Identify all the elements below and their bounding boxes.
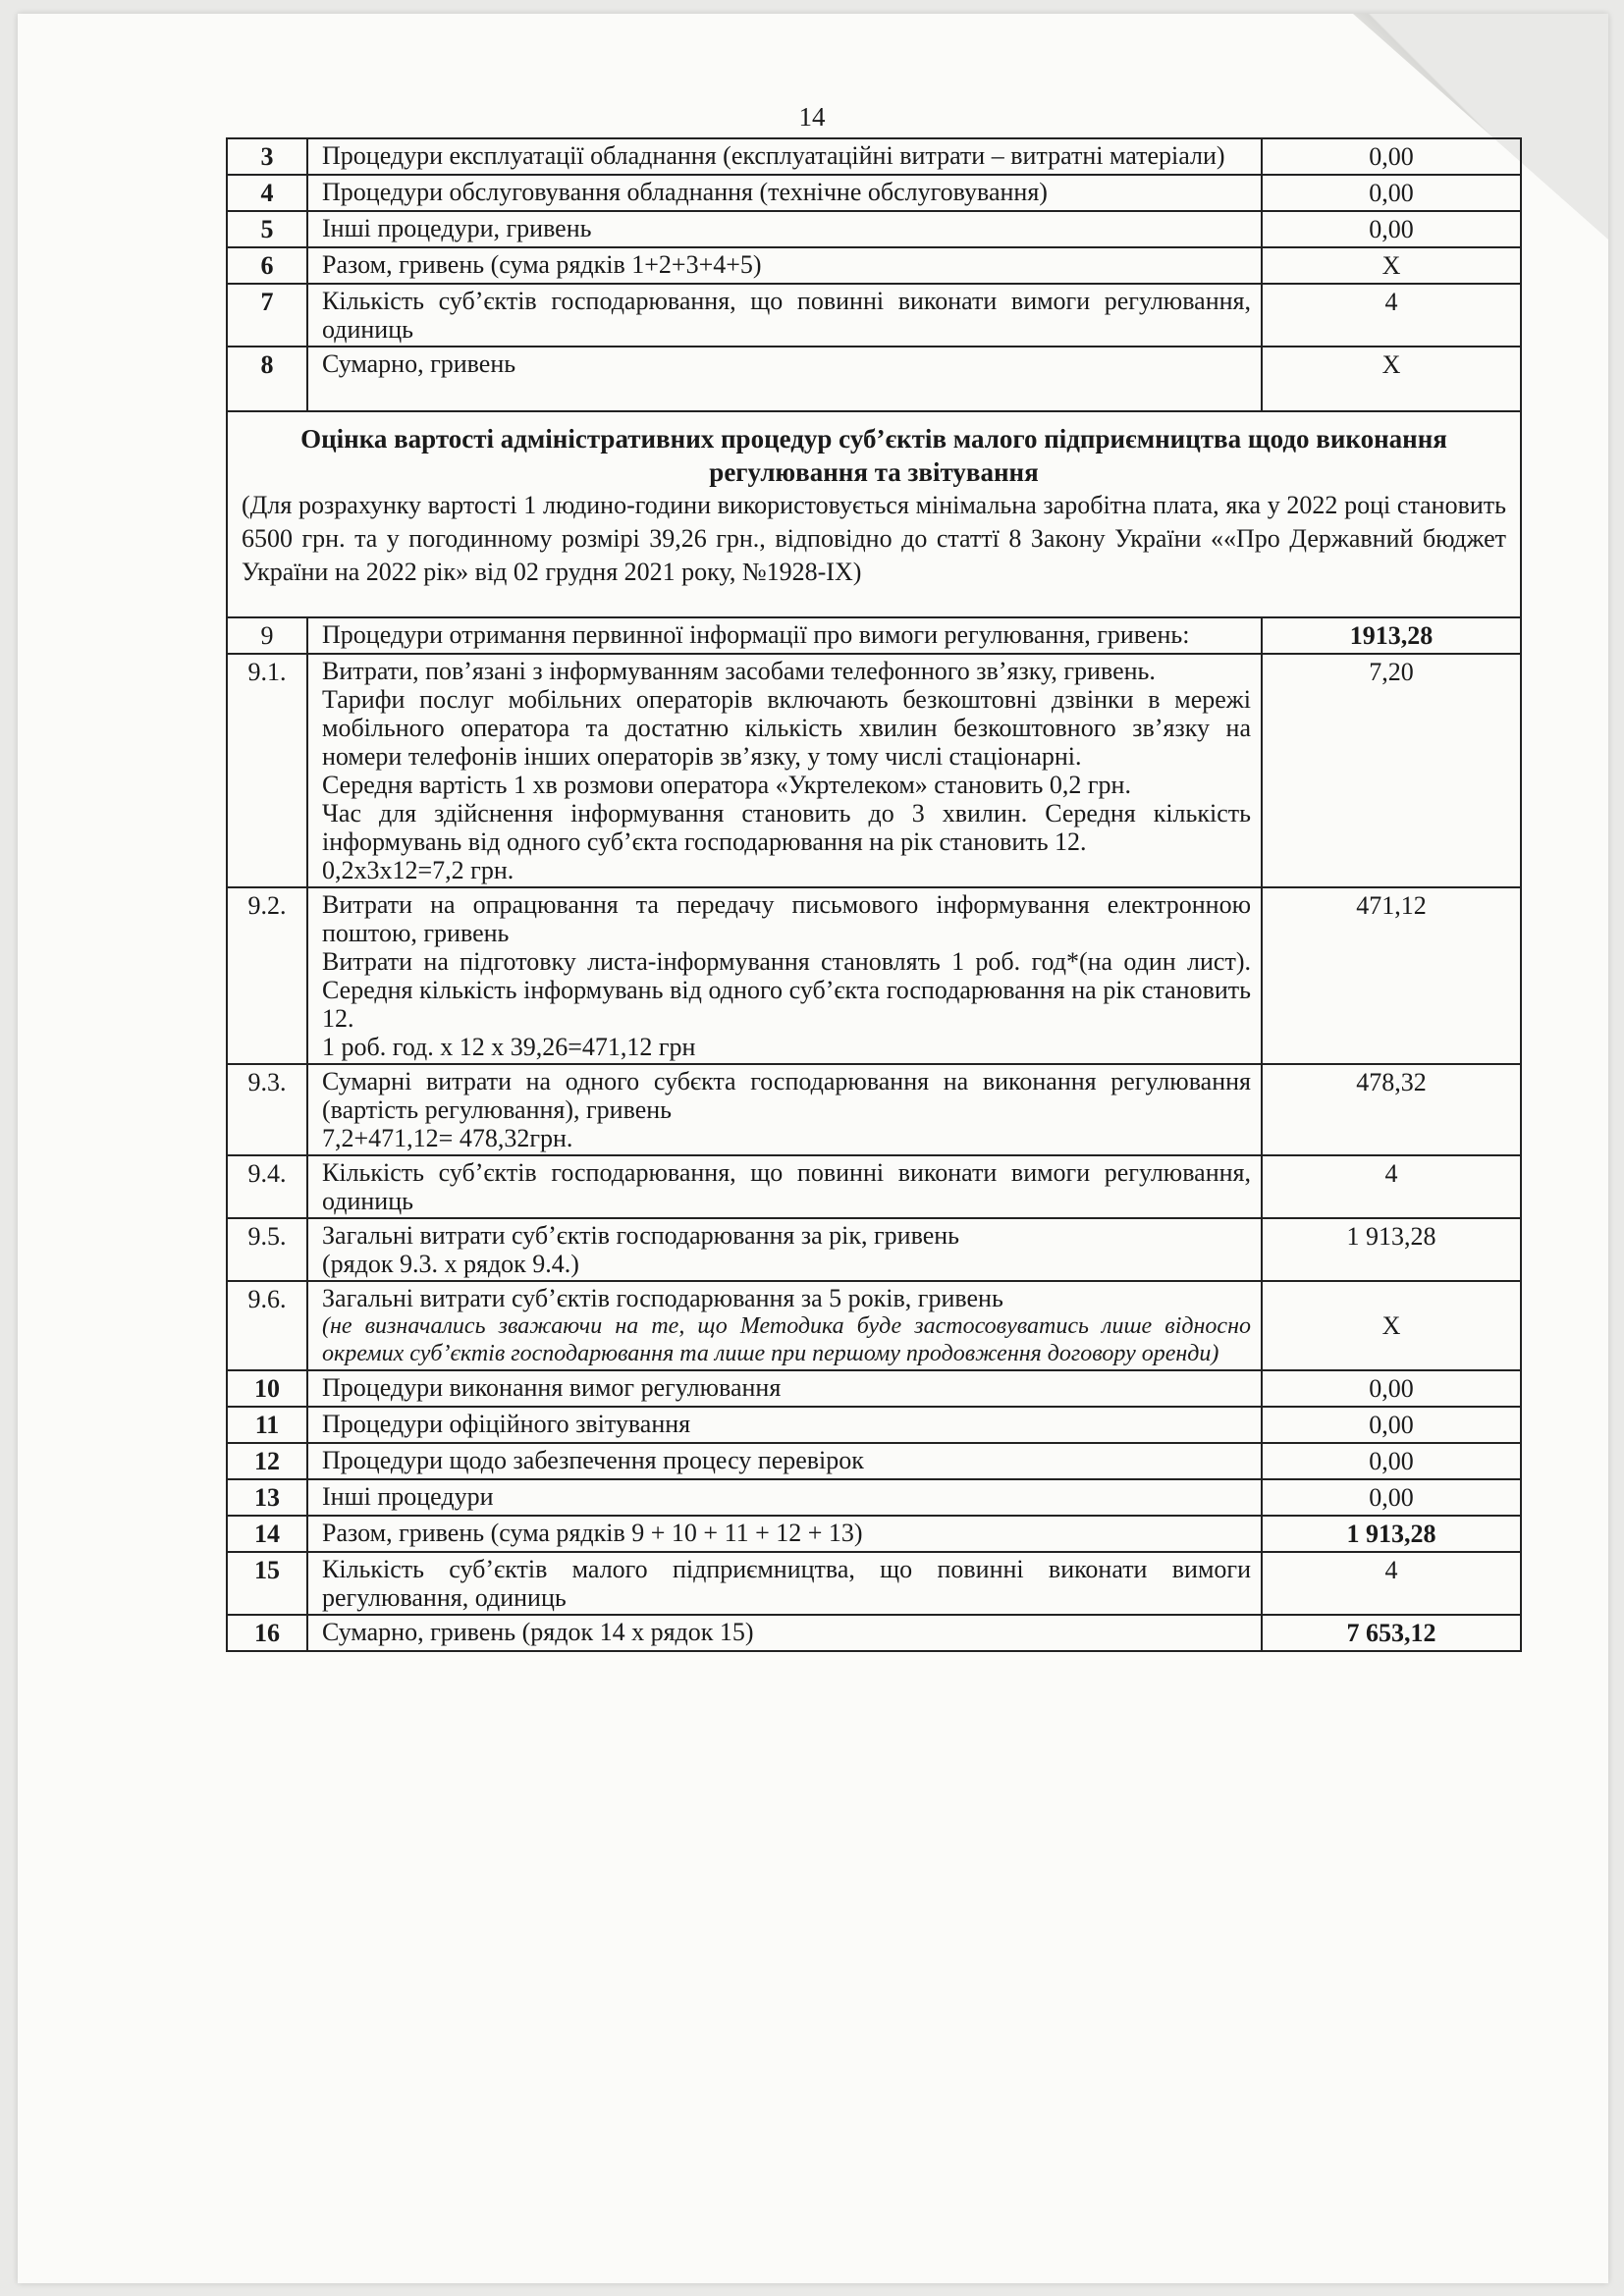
row-number: 9.4. xyxy=(227,1155,307,1218)
row-number: 5 xyxy=(227,211,307,247)
row-description: Кількість суб’єктів малого підприємництва, що повинні виконати вимоги регулювання, одиниць xyxy=(307,1552,1262,1615)
row-value: Х xyxy=(1262,347,1521,411)
row-value: 471,12 xyxy=(1262,887,1521,1064)
row-description: Процедури офіційного звітування xyxy=(307,1407,1262,1443)
row-number: 14 xyxy=(227,1516,307,1552)
row-line: Середня вартість 1 хв розмови оператора «Укртелеком» становить 0,2 грн. xyxy=(322,771,1131,799)
table-row xyxy=(227,1516,1521,1552)
row-line: Загальні витрати суб’єктів господарювання за 5 років, гривень xyxy=(322,1284,1003,1312)
row-line: (рядок 9.3. х рядок 9.4.) xyxy=(322,1250,579,1278)
row-description xyxy=(307,1064,1262,1155)
row-description: Інші процедури, гривень xyxy=(307,211,1262,247)
row-number: 7 xyxy=(227,284,307,347)
row-number: 13 xyxy=(227,1479,307,1516)
row-line: 1 роб. год. х 12 х 39,26=471,12 грн xyxy=(322,1033,696,1061)
row-value: 0,00 xyxy=(1262,138,1521,175)
row-description: Процедури експлуатації обладнання (експлуатаційні витрати – витратні матеріали) xyxy=(307,138,1262,175)
row-value: Х xyxy=(1262,247,1521,284)
row-line: Витрати, пов’язані з інформуванням засобами телефонного зв’язку, гривень. xyxy=(322,657,1156,685)
row-value: 4 xyxy=(1262,284,1521,347)
row-description xyxy=(307,654,1262,887)
row-line: Сумарні витрати на одного субєкта господарювання на виконання регулювання (вартість регулювання), гривень xyxy=(322,1067,1251,1124)
section-header xyxy=(227,411,1521,617)
table-row xyxy=(227,1281,1521,1370)
table-row xyxy=(227,1615,1521,1651)
table-row xyxy=(227,617,1521,654)
row-line: 0,2х3х12=7,2 грн. xyxy=(322,856,514,884)
row-description: Разом, гривень (сума рядків 9 + 10 + 11 + 12 + 13) xyxy=(307,1516,1262,1552)
row-value: 0,00 xyxy=(1262,1479,1521,1516)
section-title: Оцінка вартості адміністративних процедур суб’єктів малого підприємництва щодо виконання регулювання та звітування xyxy=(300,424,1447,487)
row-description xyxy=(307,1218,1262,1281)
row-line: Витрати на підготовку листа-інформування становлять 1 роб. год*(на один лист). Середня кількість інформувань від одного суб’єкта господарювання на рік становить 12. xyxy=(322,947,1251,1033)
row-value: 0,00 xyxy=(1262,1370,1521,1407)
row-number: 9.2. xyxy=(227,887,307,1064)
row-description: Інші процедури xyxy=(307,1479,1262,1516)
row-description: Процедури обслуговування обладнання (технічне обслуговування) xyxy=(307,175,1262,211)
table-row xyxy=(227,284,1521,347)
table-row xyxy=(227,347,1521,411)
row-number: 9.3. xyxy=(227,1064,307,1155)
row-number: 12 xyxy=(227,1443,307,1479)
table-row xyxy=(227,1552,1521,1615)
row-line: 7,2+471,12= 478,32грн. xyxy=(322,1124,573,1152)
table-row xyxy=(227,138,1521,175)
table-row xyxy=(227,887,1521,1064)
table-row xyxy=(227,1443,1521,1479)
row-number: 8 xyxy=(227,347,307,411)
cost-table xyxy=(226,137,1522,1652)
section-header-row xyxy=(227,411,1521,617)
row-note: (не визначались зважаючи на те, що Методика буде застосовуватись лише відносно окремих суб’єктів господарювання та лише при першому продовження договору оренди) xyxy=(322,1313,1251,1366)
table-row xyxy=(227,1155,1521,1218)
row-description: Разом, гривень (сума рядків 1+2+3+4+5) xyxy=(307,247,1262,284)
row-value: 4 xyxy=(1262,1552,1521,1615)
row-value: 1 913,28 xyxy=(1262,1516,1521,1552)
row-value: 7 653,12 xyxy=(1262,1615,1521,1651)
row-line: Загальні витрати суб’єктів господарювання за рік, гривень xyxy=(322,1221,960,1250)
table-row xyxy=(227,247,1521,284)
row-description: Процедури виконання вимог регулювання xyxy=(307,1370,1262,1407)
table-row xyxy=(227,211,1521,247)
row-value: Х xyxy=(1262,1281,1521,1370)
row-number: 9.1. xyxy=(227,654,307,887)
row-description: Процедури отримання первинної інформації про вимоги регулювання, гривень: xyxy=(307,617,1262,654)
row-number: 6 xyxy=(227,247,307,284)
table-row xyxy=(227,1064,1521,1155)
table-row xyxy=(227,654,1521,887)
row-description xyxy=(307,887,1262,1064)
row-value: 0,00 xyxy=(1262,1443,1521,1479)
row-value: 1913,28 xyxy=(1262,617,1521,654)
row-description: Кількість суб’єктів господарювання, що повинні виконати вимоги регулювання, одиниць xyxy=(307,284,1262,347)
table-row xyxy=(227,1370,1521,1407)
row-value: 0,00 xyxy=(1262,211,1521,247)
row-number: 10 xyxy=(227,1370,307,1407)
row-number: 9 xyxy=(227,617,307,654)
row-line: Витрати на опрацювання та передачу письмового інформування електронною поштою, гривень xyxy=(322,890,1251,947)
row-description: Процедури щодо забезпечення процесу перевірок xyxy=(307,1443,1262,1479)
row-number: 4 xyxy=(227,175,307,211)
row-number: 16 xyxy=(227,1615,307,1651)
row-line: Час для здійснення інформування становить до 3 хвилин. Середня кількість інформувань від одного суб’єкта господарювання на рік становить 12. xyxy=(322,799,1251,856)
row-number: 9.5. xyxy=(227,1218,307,1281)
row-value: 0,00 xyxy=(1262,1407,1521,1443)
row-description xyxy=(307,1281,1262,1370)
row-description: Сумарно, гривень (рядок 14 х рядок 15) xyxy=(307,1615,1262,1651)
table-row xyxy=(227,1479,1521,1516)
row-number: 3 xyxy=(227,138,307,175)
row-value: 4 xyxy=(1262,1155,1521,1218)
table-row xyxy=(227,1407,1521,1443)
row-number: 9.6. xyxy=(227,1281,307,1370)
row-number: 11 xyxy=(227,1407,307,1443)
row-line: Тарифи послуг мобільних операторів включають безкоштовні дзвінки в мережі мобільного оператора та достатню кількість хвилин безкоштовного зв’язку на номери телефонів інших операторів зв’язку, у тому числі стаціонарні. xyxy=(322,685,1251,771)
table-row xyxy=(227,1218,1521,1281)
row-value: 478,32 xyxy=(1262,1064,1521,1155)
row-value: 0,00 xyxy=(1262,175,1521,211)
row-number: 15 xyxy=(227,1552,307,1615)
row-description: Сумарно, гривень xyxy=(307,347,1262,411)
row-description: Кількість суб’єктів господарювання, що повинні виконати вимоги регулювання, одиниць xyxy=(307,1155,1262,1218)
row-value: 7,20 xyxy=(1262,654,1521,887)
section-note: (Для розрахунку вартості 1 людино-години використовується мінімальна заробітна плата, яка у 2022 році становить 6500 грн. та у погодинному розмірі 39,26 грн., відповідно до статтї 8 Закону України ««Про Державний бюджет України на 2022 рік» від 02 грудня 2021 року, №1928-ІХ) xyxy=(242,491,1506,586)
table-row xyxy=(227,175,1521,211)
page-number: 14 xyxy=(798,102,826,132)
row-value: 1 913,28 xyxy=(1262,1218,1521,1281)
